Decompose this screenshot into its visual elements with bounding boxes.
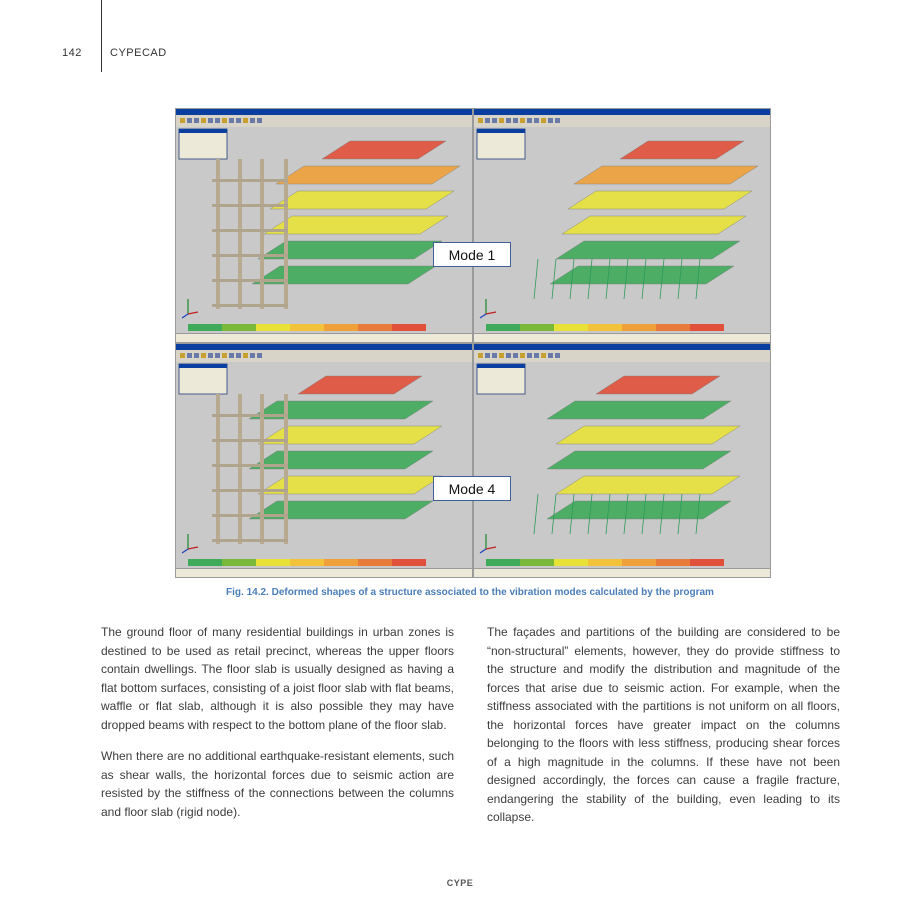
floor-slab: [556, 241, 740, 259]
toolbar-icon: [478, 353, 483, 358]
legend-swatch: [222, 324, 256, 331]
toolbar-icon: [215, 353, 220, 358]
cad-viewport: [176, 344, 473, 578]
legend-swatch: [554, 324, 588, 331]
toolbar-icon: [250, 118, 255, 123]
footer-brand: CYPE: [446, 878, 474, 888]
legend-swatch: [486, 324, 520, 331]
toolbar-icon: [555, 118, 560, 123]
toolbar-icon: [534, 118, 539, 123]
toolbar-icon: [541, 353, 546, 358]
window-toolbar: [474, 115, 771, 127]
toolbar-icon: [492, 118, 497, 123]
legend-swatch: [256, 559, 290, 566]
floor-slab: [547, 501, 731, 519]
toolbar-icon: [243, 118, 248, 123]
floor-slab: [270, 191, 454, 209]
page-number: 142: [62, 47, 82, 59]
toolbar-icon: [478, 118, 483, 123]
toolbar-icon: [222, 353, 227, 358]
legend-swatch: [588, 559, 622, 566]
beam: [212, 279, 288, 282]
toolbar-icon: [215, 118, 220, 123]
floor-slab: [574, 166, 758, 184]
legend-swatch: [690, 559, 724, 566]
beam: [212, 464, 288, 467]
section-title: CYPECAD: [110, 47, 167, 59]
mode-1-label: Mode 1: [433, 242, 511, 267]
toolbar-icon: [513, 118, 518, 123]
floor-slab: [547, 401, 731, 419]
toolbar-icon: [201, 353, 206, 358]
toolbar-icon: [555, 353, 560, 358]
legend-swatch: [358, 559, 392, 566]
toolbar-icon: [236, 353, 241, 358]
legend-swatch: [324, 559, 358, 566]
status-bar: [176, 333, 473, 343]
window-titlebar: [474, 109, 771, 115]
toolbar-icon: [520, 118, 525, 123]
window-titlebar: [176, 109, 473, 115]
toolbar-icon: [208, 353, 213, 358]
paragraph: The ground floor of many residential buildings in urban zones is destined to be used as retail precinct, whereas the upper floors contain dwellings. The floor slab is usually designed as having a flat bottom surfaces, consisting of a joist floor slab with flat beams, waffle or flat slab, although it is also possible they may have dropped beams with respect to the bottom plane of the floor slab.: [101, 625, 454, 732]
beam: [212, 414, 288, 417]
beam: [212, 204, 288, 207]
dialog-titlebar: [179, 364, 227, 368]
window-toolbar: [474, 350, 771, 362]
toolbar-icon: [548, 118, 553, 123]
toolbar-icon: [520, 353, 525, 358]
figure-vibration-modes: [175, 108, 771, 578]
mode-dialog: [179, 129, 227, 159]
toolbar-icon: [548, 353, 553, 358]
screenshot-mode1-with-columns: [175, 108, 473, 343]
toolbar-icon: [527, 118, 532, 123]
mode-dialog: [179, 364, 227, 394]
toolbar-icon: [222, 118, 227, 123]
legend-swatch: [324, 324, 358, 331]
toolbar-icon: [201, 118, 206, 123]
legend-swatch: [554, 559, 588, 566]
floor-slab: [264, 216, 448, 234]
toolbar-icon: [541, 118, 546, 123]
legend-swatch: [656, 559, 690, 566]
toolbar-icon: [534, 353, 539, 358]
legend-swatch: [290, 324, 324, 331]
toolbar-icon: [506, 353, 511, 358]
toolbar-icon: [187, 353, 192, 358]
beam: [212, 254, 288, 257]
legend-swatch: [622, 324, 656, 331]
legend-swatch: [690, 324, 724, 331]
dialog-titlebar: [477, 364, 525, 368]
toolbar-icon: [492, 353, 497, 358]
toolbar-icon: [229, 353, 234, 358]
floor-slab: [562, 216, 746, 234]
cad-viewport: [474, 109, 771, 343]
window-titlebar: [474, 344, 771, 350]
toolbar-icon: [194, 353, 199, 358]
screenshot-mode4-with-columns: [175, 343, 473, 578]
beam: [212, 489, 288, 492]
legend-swatch: [588, 324, 622, 331]
floor-slab: [276, 166, 460, 184]
status-bar: [176, 568, 473, 578]
cad-viewport: [176, 109, 473, 343]
dialog-titlebar: [477, 129, 525, 133]
toolbar-icon: [250, 353, 255, 358]
toolbar-icon: [513, 353, 518, 358]
beam: [212, 439, 288, 442]
toolbar-icon: [208, 118, 213, 123]
toolbar-icon: [499, 118, 504, 123]
legend-swatch: [222, 559, 256, 566]
screenshot-mode1-slabs: [473, 108, 771, 343]
mode-dialog: [477, 364, 525, 394]
body-column-left: [101, 623, 454, 821]
running-head: [0, 0, 300, 72]
toolbar-icon: [229, 118, 234, 123]
toolbar-icon: [194, 118, 199, 123]
dialog-titlebar: [179, 129, 227, 133]
beam: [212, 179, 288, 182]
beam: [212, 229, 288, 232]
screenshot-mode4-slabs: [473, 343, 771, 578]
status-bar: [474, 333, 771, 343]
legend-swatch: [486, 559, 520, 566]
legend-swatch: [188, 324, 222, 331]
beam: [212, 304, 288, 307]
toolbar-icon: [180, 118, 185, 123]
window-titlebar: [176, 344, 473, 350]
legend-swatch: [290, 559, 324, 566]
legend-swatch: [358, 324, 392, 331]
status-bar: [474, 568, 771, 578]
toolbar-icon: [187, 118, 192, 123]
legend-swatch: [622, 559, 656, 566]
legend-swatch: [188, 559, 222, 566]
toolbar-icon: [257, 353, 262, 358]
window-toolbar: [176, 350, 473, 362]
toolbar-icon: [527, 353, 532, 358]
header-divider: [101, 0, 102, 72]
floor-slab: [556, 426, 740, 444]
mode-4-label: Mode 4: [433, 476, 511, 501]
legend-swatch: [392, 559, 426, 566]
toolbar-icon: [499, 353, 504, 358]
floor-slab: [556, 476, 740, 494]
legend-swatch: [520, 559, 554, 566]
beam: [212, 514, 288, 517]
figure-caption: Fig. 14.2. Deformed shapes of a structure associated to the vibration modes calculated by the program: [226, 587, 714, 598]
toolbar-icon: [236, 118, 241, 123]
toolbar-icon: [506, 118, 511, 123]
mode-dialog: [477, 129, 525, 159]
paragraph: When there are no additional earthquake-resistant elements, such as shear walls, the horizontal forces due to seismic action are resisted by the stiffness of the connections between the columns and floor slab (rigid node).: [101, 749, 454, 819]
paragraph: The façades and partitions of the building are considered to be “non-structural” elements, however, they do provide stiffness to the structure and modify the distribution and magnitude of the forces that arise due to seismic action. For example, when the stiffness associated with the partitions is not uniform on all floors, the horizontal forces have greater impact on the columns belonging to the floors with less stiffness, producing shear forces of a high magnitude in the columns. If these have not been designed accordingly, the forces can cause a fragile fracture, endangering the stability of the building, even leading to its collapse.: [487, 625, 840, 824]
beam: [212, 539, 288, 542]
floor-slab: [550, 266, 734, 284]
status-divider: [176, 333, 473, 334]
toolbar-icon: [180, 353, 185, 358]
legend-swatch: [392, 324, 426, 331]
legend-swatch: [256, 324, 290, 331]
window-toolbar: [176, 115, 473, 127]
status-divider: [176, 568, 473, 569]
toolbar-icon: [243, 353, 248, 358]
cad-viewport: [474, 344, 771, 578]
toolbar-icon: [257, 118, 262, 123]
toolbar-icon: [485, 118, 490, 123]
legend-swatch: [520, 324, 554, 331]
status-divider: [474, 568, 771, 569]
body-column-right: [487, 623, 840, 827]
floor-slab: [547, 451, 731, 469]
floor-slab: [568, 191, 752, 209]
toolbar-icon: [485, 353, 490, 358]
status-divider: [474, 333, 771, 334]
legend-swatch: [656, 324, 690, 331]
